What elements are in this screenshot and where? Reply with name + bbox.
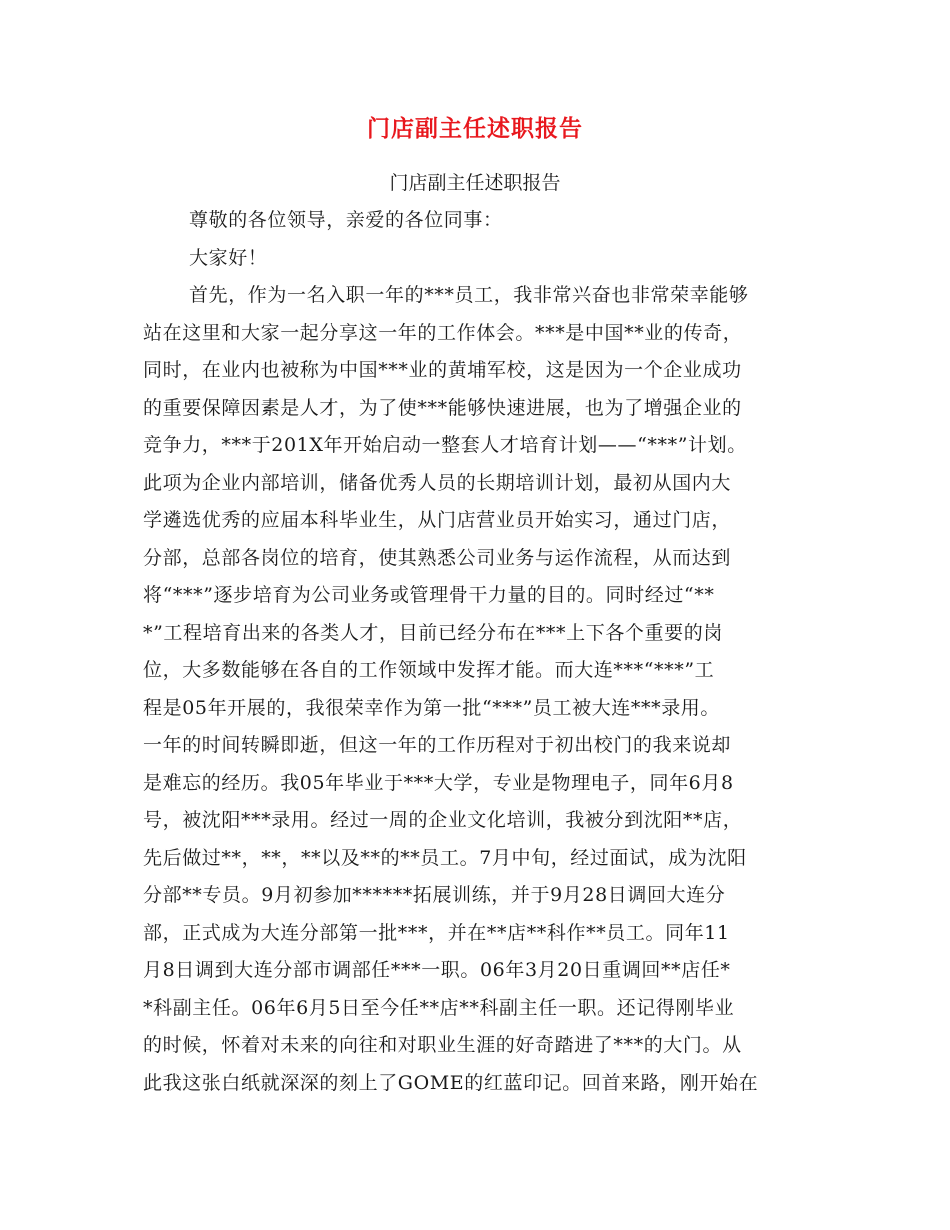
paragraph-line: 的重要保障因素是人才，为了使***能够快速进展，也为了增强企业的 (143, 396, 742, 419)
document-title: 门店副主任述职报告 (367, 115, 583, 142)
paragraph-line: 号，被沈阳***录用。经过一周的企业文化培训，我被分到沈阳**店， (143, 809, 743, 831)
paragraph-line: 月8日调到大连分部市调部任***一职。06年3月20日重调回**店任* (143, 959, 731, 981)
paragraph-line: 的时候，怀着对未来的向往和对职业生涯的好奇踏进了***的大门。从 (143, 1034, 742, 1056)
paragraph-line: 程是05年开展的，我很荣幸作为第一批“***”员工被大连***录用。 (143, 696, 721, 719)
paragraph-line: 是难忘的经历。我05年毕业于***大学，专业是物理电子，同年6月8 (143, 771, 734, 794)
document-body (143, 202, 823, 1102)
document-subtitle: 门店副主任述职报告 (389, 172, 561, 194)
salutation-line: 尊敬的各位领导，亲爱的各位同事： (189, 209, 503, 231)
paragraph-line: 此项为企业内部培训，储备优秀人员的长期培训计划，最初从国内大 (143, 471, 732, 494)
greeting-line: 大家好！ (189, 246, 268, 269)
paragraph-line: 位，大多数能够在各自的工作领域中发挥才能。而大连***“***”工 (143, 659, 715, 681)
paragraph-line: 学遴选优秀的应届本科毕业生，从门店营业员开始实习，通过门店， (143, 509, 732, 531)
paragraph-line: 分部**专员。9月初参加******拓展训练，并于9月28日调回大连分 (143, 884, 726, 906)
paragraph-line: *科副主任。06年6月5日至今任**店**科副主任一职。还记得刚毕业 (143, 996, 735, 1019)
paragraph-line: 站在这里和大家一起分享这一年的工作体会。***是中国**业的传奇， (143, 321, 743, 344)
paragraph-line: 分部，总部各岗位的培育，使其熟悉公司业务与运作流程，从而达到 (143, 546, 732, 569)
paragraph-line: 将“***”逐步培育为公司业务或管理骨干力量的目的。同时经过“** (143, 584, 715, 606)
paragraph-line: 竞争力，***于201X年开始启动一整套人才培育计划——“***”计划。 (143, 434, 747, 456)
paragraph-line: 首先，作为一名入职一年的***员工，我非常兴奋也非常荣幸能够 (189, 284, 749, 306)
paragraph-line: *”工程培育出来的各类人才，目前已经分布在***上下各个重要的岗 (143, 621, 723, 644)
paragraph-line: 部，正式成为大连分部第一批***，并在**店**科作**员工。同年11 (143, 921, 730, 944)
paragraph-line: 此我这张白纸就深深的刻上了GOME的红蓝印记。回首来路，刚开始在 (143, 1071, 759, 1094)
paragraph-line: 同时，在业内也被称为中国***业的黄埔军校，这是因为一个企业成功 (143, 359, 742, 381)
paragraph-line: 一年的时间转瞬即逝，但这一年的工作历程对于初出校门的我来说却 (143, 734, 732, 756)
paragraph-line: 先后做过**，**，**以及**的**员工。7月中旬，经过面试，成为沈阳 (143, 846, 747, 869)
